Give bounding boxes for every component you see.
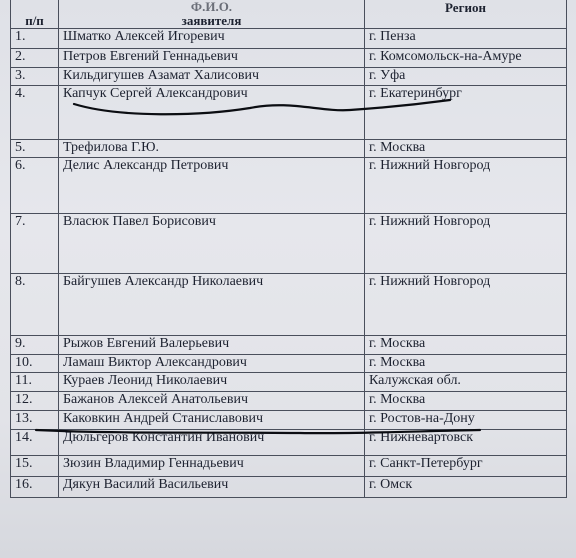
row-number: 9. bbox=[11, 336, 59, 355]
row-name: Дякун Василий Васильевич bbox=[59, 477, 365, 498]
row-name: Зюзин Владимир Геннадьевич bbox=[59, 456, 365, 477]
table-row bbox=[11, 49, 567, 68]
table-row bbox=[11, 86, 567, 140]
row-number: 1. bbox=[11, 29, 59, 49]
table-row bbox=[11, 477, 567, 498]
table-header-row bbox=[11, 0, 567, 29]
row-name: Капчук Сергей Александрович bbox=[59, 86, 365, 140]
table-row bbox=[11, 29, 567, 49]
row-name: Делис Александр Петрович bbox=[59, 158, 365, 214]
row-name: Каковкин Андрей Станиславович bbox=[59, 411, 365, 430]
row-region: г. Комсомольск-на-Амуре bbox=[365, 49, 567, 68]
row-number: 13. bbox=[11, 411, 59, 430]
row-number: 8. bbox=[11, 274, 59, 336]
header-name-line2: заявителя bbox=[181, 13, 242, 28]
row-name: Трефилова Г.Ю. bbox=[59, 140, 365, 158]
table-row bbox=[11, 158, 567, 214]
row-number: 3. bbox=[11, 68, 59, 86]
row-number: 2. bbox=[11, 49, 59, 68]
row-region: г. Ростов-на-Дону bbox=[365, 411, 567, 430]
header-region: Регион bbox=[365, 0, 567, 29]
row-name: Рыжов Евгений Валерьевич bbox=[59, 336, 365, 355]
row-number: 12. bbox=[11, 392, 59, 411]
row-name: Кильдигушев Азамат Халисович bbox=[59, 68, 365, 86]
row-name: Кураев Леонид Николаевич bbox=[59, 373, 365, 392]
table-row bbox=[11, 68, 567, 86]
table-row bbox=[11, 392, 567, 411]
row-name: Шматко Алексей Игоревич bbox=[59, 29, 365, 49]
row-region: г. Нижний Новгород bbox=[365, 214, 567, 274]
row-region: г. Москва bbox=[365, 336, 567, 355]
row-name: Власюк Павел Борисович bbox=[59, 214, 365, 274]
row-number: 4. bbox=[11, 86, 59, 140]
header-name-line1: Ф.И.О. bbox=[190, 0, 233, 14]
row-name: Ламаш Виктор Александрович bbox=[59, 355, 365, 373]
row-region: г. Нижневартовск bbox=[365, 430, 567, 456]
row-name: Байгушев Александр Николаевич bbox=[59, 274, 365, 336]
row-region: г. Екатеринбург bbox=[365, 86, 567, 140]
row-name: Петров Евгений Геннадьевич bbox=[59, 49, 365, 68]
row-region: Калужская обл. bbox=[365, 373, 567, 392]
row-region: г. Москва bbox=[365, 392, 567, 411]
row-region: г. Нижний Новгород bbox=[365, 158, 567, 214]
table-row bbox=[11, 274, 567, 336]
row-number: 5. bbox=[11, 140, 59, 158]
row-region: г. Москва bbox=[365, 140, 567, 158]
row-region: г. Омск bbox=[365, 477, 567, 498]
table-row bbox=[11, 373, 567, 392]
row-region: г. Санкт-Петербург bbox=[365, 456, 567, 477]
row-number: 15. bbox=[11, 456, 59, 477]
table-row bbox=[11, 214, 567, 274]
header-number: п/п bbox=[11, 0, 59, 29]
applicants-table bbox=[10, 0, 567, 498]
table-row bbox=[11, 456, 567, 477]
row-region: г. Пенза bbox=[365, 29, 567, 49]
row-name: Дюльгеров Константин Иванович bbox=[59, 430, 365, 456]
table-row bbox=[11, 336, 567, 355]
row-name: Бажанов Алексей Анатольевич bbox=[59, 392, 365, 411]
table-row bbox=[11, 411, 567, 430]
row-region: г. Москва bbox=[365, 355, 567, 373]
row-region: г. Уфа bbox=[365, 68, 567, 86]
table-row bbox=[11, 140, 567, 158]
row-number: 10. bbox=[11, 355, 59, 373]
header-name bbox=[59, 0, 365, 29]
table-row bbox=[11, 355, 567, 373]
row-region: г. Нижний Новгород bbox=[365, 274, 567, 336]
row-number: 11. bbox=[11, 373, 59, 392]
table-row bbox=[11, 430, 567, 456]
row-number: 14. bbox=[11, 430, 59, 456]
row-number: 7. bbox=[11, 214, 59, 274]
row-number: 6. bbox=[11, 158, 59, 214]
row-number: 16. bbox=[11, 477, 59, 498]
